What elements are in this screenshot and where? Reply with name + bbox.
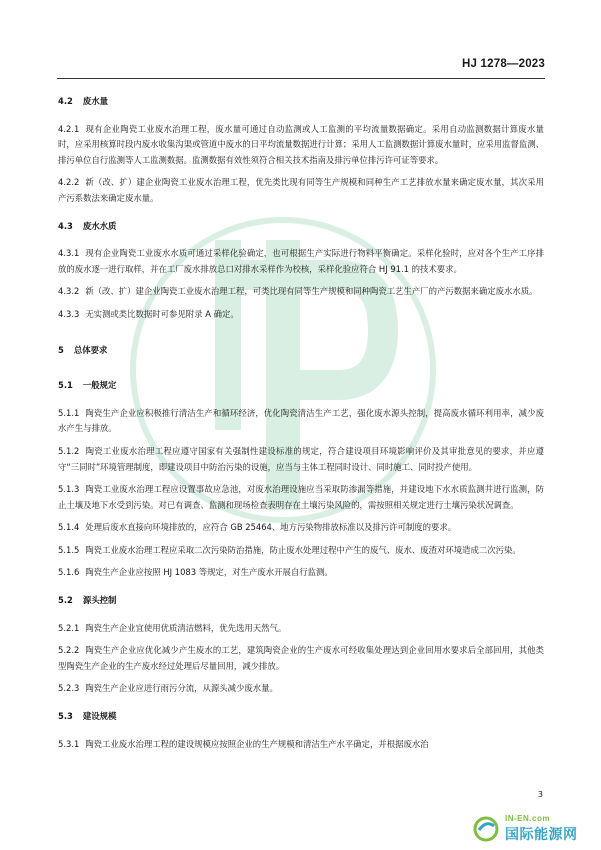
clause-number: 5.2 (58, 595, 73, 606)
clause-number: 5.2.3 (58, 683, 80, 694)
clause-text: 陶瓷生产企业应进行雨污分流，从源头减少废水量。 (85, 683, 278, 694)
page-number: 3 (537, 790, 543, 799)
clause-number: 5.1.1 (58, 407, 80, 418)
clause-5-1-5 (58, 543, 544, 559)
clause-number: 4.3.1 (58, 248, 80, 259)
clause-number: 5.1.4 (58, 522, 80, 533)
brand-cn-text: 国际能源网 (505, 827, 578, 843)
clause-number: 5.2.2 (58, 645, 80, 656)
clause-number: 5.1.5 (58, 544, 80, 555)
header-rule (57, 78, 545, 79)
clause-number: 5.2.1 (58, 622, 80, 633)
clause-text: 陶瓷生产企业宜使用优质清洁燃料，优先选用天然气。 (85, 622, 287, 633)
clause-text: 处理后废水直接向环境排放的，应符合 GB 25464、地方污染物排放标准以及排污许可制度的要求。 (85, 522, 457, 533)
clause-5-1-3 (58, 482, 544, 513)
clause-text: 陶瓷工业废水治理工程应遵守国家有关强制性建设标准的规定，符合建设项目环境影响评价及其审批意见的要求，并应遵守“三同时”环境管理制度，即建设项目中防治污染的设施，应当与主体工程同时设计、同时施工、同时投产使用。 (58, 445, 544, 472)
clause-number: 5.1.3 (58, 484, 80, 495)
clause-5-2-3 (58, 681, 544, 697)
clause-5-1-6 (58, 565, 544, 581)
clause-text: 总体要求 (73, 344, 108, 355)
clause-number: 5.1.2 (58, 445, 80, 456)
clause-number: 4.3.3 (58, 308, 80, 319)
clause-text: 一般规定 (82, 380, 117, 391)
clause-text: 废水水质 (82, 220, 117, 231)
clause-4-2-2 (58, 175, 544, 206)
clause-number: 5 (58, 344, 64, 355)
clause-4-2-1 (58, 122, 544, 169)
clause-text: 陶瓷工业废水治理工程的建设规模应按照企业的生产规模和清洁生产水平确定，并根据废水治 (85, 738, 429, 749)
clause-5-1-2 (58, 444, 544, 475)
clause-text: 新（改、扩）建企业陶瓷工业废水治理工程，优先类比现有同等生产规模和同种生产工艺排放水量来确定废水量，其次采用产污系数法来确定废水量。 (58, 177, 544, 203)
clause-text: 现有企业陶瓷工业废水水质可通过采样化验确定，也可根据生产实际进行物料平衡确定。采样化验时，应对各个生产工序排放的废水逐一进行取样，并在工厂废水排放总口对排水采样作为校核，采样化验应符合 HJ 91.1 的技术要求。 (58, 248, 544, 274)
brand-watermark (473, 814, 593, 844)
clause-text: 陶瓷生产企业应积极推行清洁生产和循环经济，优化陶瓷清洁生产工艺，强化废水源头控制，提高废水循环利用率，减少废水产生与排放。 (58, 407, 544, 434)
clause-4-3-1 (58, 246, 544, 277)
clause-number: 4.3.2 (58, 286, 80, 297)
clause-5-1-4 (58, 520, 544, 536)
clause-4-3-2 (58, 284, 544, 300)
clause-number: 4.2.2 (58, 177, 80, 188)
section-heading-4-3 (58, 219, 544, 235)
clause-number: 4.2.1 (58, 123, 80, 134)
chapter-5 (58, 343, 544, 359)
clause-text: 建设规模 (82, 711, 117, 722)
clause-text: 无实测或类比数据时可参见附录 A 确定。 (85, 308, 239, 319)
clause-number: 5.3 (58, 711, 73, 722)
clause-text: 陶瓷生产企业应按照 HJ 1083 等规定，对生产废水开展自行监测。 (85, 567, 333, 578)
clause-text: 陶瓷工业废水治理工程应采取二次污染防治措施，防止废水处理过程中产生的废气、废水、废渣对环境造成二次污染。 (85, 544, 521, 555)
clause-number: 4.3 (58, 220, 73, 231)
clause-number: 4.2 (58, 96, 73, 106)
standard-code: HJ 1278—2023 (462, 58, 545, 70)
clause-number: 5.1 (58, 380, 73, 391)
clause-4-3-3 (58, 307, 544, 323)
clause-text: 陶瓷生产企业应优化减少产生废水的工艺，建筑陶瓷企业的生产废水可经收集处理达到企业回用水要求后全部回用，其他类型陶瓷生产企业的生产废水经过处理后尽量回用，减少排放。 (58, 645, 544, 671)
section-heading-5-3 (58, 709, 544, 725)
clause-text: 废水量 (82, 96, 108, 106)
brand-logo-icon (473, 816, 501, 842)
section-heading-4-2 (58, 94, 544, 110)
clause-5-1-1 (58, 406, 544, 437)
clause-5-2-1 (58, 621, 544, 637)
section-heading-5-1 (58, 378, 544, 394)
clause-number: 5.1.6 (58, 567, 80, 578)
clause-text: 陶瓷工业废水治理工程应设置事故应急池，对废水治理设施应当采取防渗漏等措施，并建设地下水水质监测井进行监测，防止土壤及地下水受到污染。对已有调查、监测和现场检查表明存在土壤污染风险的，需按照相关规定进行土壤污染状况调查。 (58, 484, 544, 510)
clause-text: 源头控制 (82, 595, 117, 606)
clause-text: 新（改、扩）建企业陶瓷工业废水治理工程，可类比现有同等生产规模和同种陶瓷工艺生产厂的产污数据来确定废水水质。 (85, 286, 538, 297)
section-heading-5-2 (58, 593, 544, 609)
brand-en-text: IN-EN.com (505, 814, 550, 823)
clause-text: 现有企业陶瓷工业废水治理工程，废水量可通过自动监测或人工监测的平均流量数据确定。采用自动监测数据计算废水量时，应采用核算时段内废水收集沟渠或管道中废水的日平均流量数据进行计算；采用人工监测数据计算废水量时，应采用监督监测、排污单位自行监测等人工监测数据。监测数据有效性须符合相关技术指南及排污单位排污许可证等要求。 (58, 123, 544, 165)
document-body (58, 94, 544, 752)
clause-number: 5.3.1 (58, 738, 80, 749)
clause-5-3-1 (58, 737, 544, 753)
clause-5-2-2 (58, 643, 544, 674)
